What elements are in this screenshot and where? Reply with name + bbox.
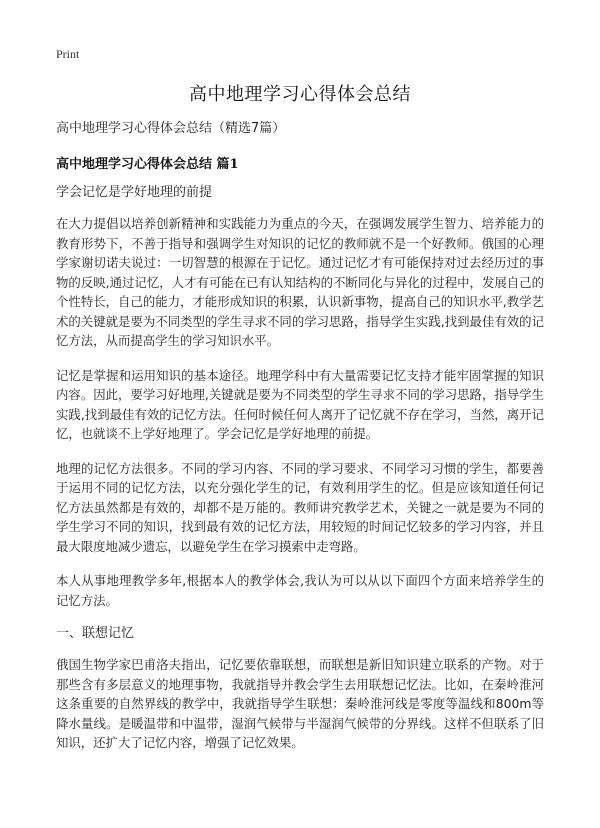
document-body — [56, 120, 544, 768]
section-heading: 高中地理学习心得体会总结 篇1 — [56, 157, 239, 172]
lead-sentence: 学会记忆是学好地理的前提 — [56, 185, 213, 200]
paragraph-3: 地理的记忆方法很多。不同的学习内容、不同的学习要求、不同学习习惯的学生，都要善于运用不同的记忆方法，以充分强化学生的记，有效利用学生的忆。但是应该知道任何记忆方法虽然都是有效的，却都不是万能的。教师讲究教学艺术，关键之一就是要为不同的学生学习不同的知识，找到最有效的记忆方法，用较短的时间记忆较多的学习内容，并且最大限度地减少遗忘，以避免学生在学习摸索中走弯路。 — [56, 460, 544, 554]
subsection-heading: 一、联想记忆 — [56, 626, 135, 641]
paragraph-2: 记忆是掌握和运用知识的基本途径。地理学科中有大量需要记忆支持才能牢固掌握的知识内容。因此，要学习好地理,关键就是要为不同类型的学生寻求不同的学习思路，指导学生实践,找到最佳有效的记忆方法。任何时候任何人离开了记忆就不存在学习，当然，离开记忆，也就谈不上学好地理了。学会记忆是学好地理的前提。 — [56, 367, 544, 441]
document-subtitle: 高中地理学习心得体会总结（精选7篇） — [56, 121, 286, 136]
paragraph-5: 俄国生物学家巴甫洛夫指出，记忆要依靠联想，而联想是新旧知识建立联系的产物。对于那些含有多层意义的地理事物，我就指导并教会学生去用联想记忆法。比如，在秦岭淮河这条重要的自然界线的教学中，我就指导学生联想：秦岭淮河线是零度等温线和800m等降水量线。是暖温带和中温带，湿润气候带与半湿润气候带的分界线。这样不但联系了旧知识，还扩大了记忆内容，增强了记忆效果。 — [56, 657, 544, 750]
document-title: 高中地理学习心得体会总结 — [189, 84, 411, 105]
paragraph-1: 在大力提倡以培养创新精神和实践能力为重点的今天，在强调发展学生智力、培养能力的教育形势下，不善于指导和强调学生对知识的记忆的教师就不是一个好教师。俄国的心理学家谢切诺夫说过：一切智慧的根源在于记忆。通过记忆才有可能保持对过去经历过的事物的反映,通过记忆，人才有可能在已有认知结构的不断同化与异化的过程中，发展自己的个性特长，自己的能力，才能形成知识的积累，认识新事物，提高自己的知识水平,教学艺术的关键就是要为不同类型的学生寻求不同的学习思路，指导学生实践,找到最佳有效的记忆方法，从而提高学生的学习知识水平。 — [56, 216, 544, 348]
print-link[interactable]: Print — [56, 47, 80, 61]
paragraph-4: 本人从事地理教学多年,根据本人的教学体会,我认为可以从以下面四个方面来培养学生的记忆方法。 — [56, 573, 544, 608]
